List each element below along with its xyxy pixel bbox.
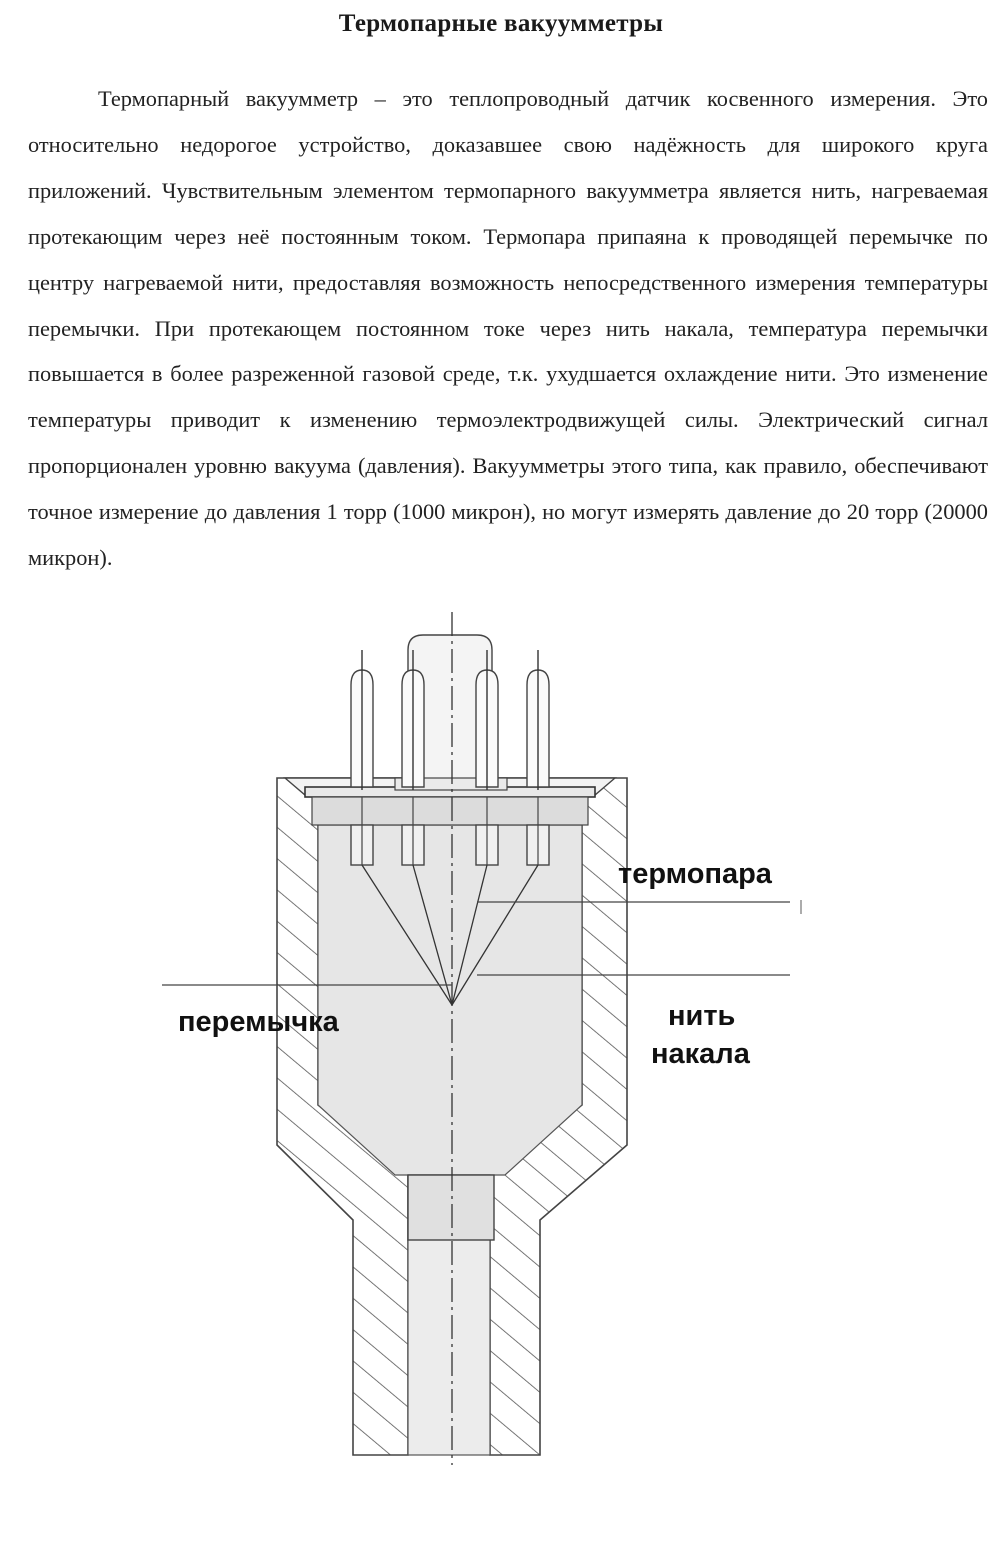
label-filament-line1: нить — [668, 1000, 736, 1032]
body-paragraph: Термопарный вакуумметр – это теплопроводный датчик косвенного измерения. Это относительно недорогое устройство, доказавшее свою надёжность для широкого круга приложений. Чувствительным элементом термопарного вакуумметра является нить, нагреваемая протекающим через неё постоянным током. Термопара припаяна к проводящей перемычке по центру нагреваемой нити, предоставляя возможность непосредственного измерения температуры перемычки. При протекающем постоянном токе через нить накала, температура перемычки повышается в более разреженной газовой среде, т.к. ухудшается охлаждение нити. Это изменение температуры приводит к изменению термоэлектродвижущей силы. Электрический сигнал пропорционален уровню вакуума (давления). Вакуумметры этого типа, как правило, обеспечивают точное измерение до давления 1 торр (1000 микрон), но могут измерять давление до 20 торр (20000 микрон). — [28, 86, 988, 571]
label-thermocouple: термопара — [618, 858, 772, 890]
neck-insert — [408, 1175, 494, 1240]
label-jumper: перемычка — [178, 1006, 339, 1038]
page-title: Термопарные вакуумметры — [338, 10, 664, 37]
thermocouple-gauge-diagram — [0, 590, 1002, 1470]
label-filament-line2: накала — [651, 1038, 750, 1070]
base-plate-lower — [312, 797, 588, 825]
